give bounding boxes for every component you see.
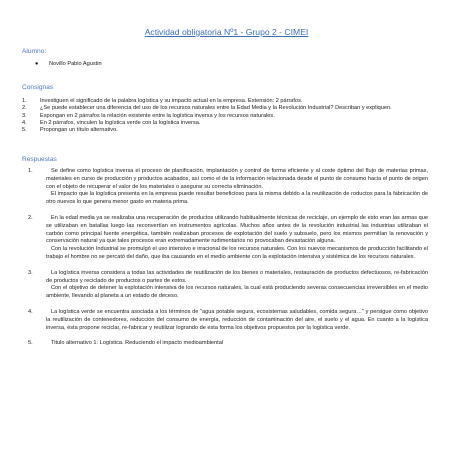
- answer-paragraph: La logística inversa considera a todas las actividades de reutilización de los bienes o materiales, restauración de productos defectuosos, re-fabricación de productos y reciclado de productos o partes de estos.: [46, 269, 428, 284]
- consigna-item: [22, 98, 432, 105]
- consignas-heading: Consignas: [22, 84, 54, 91]
- student-entry: [35, 61, 102, 67]
- item-number: 1.: [22, 98, 27, 104]
- answer-paragraph: Titulo alternativo 1: Logística. Reduciendo el impacto medioambiental: [51, 340, 224, 347]
- item-number: 2.: [28, 214, 33, 221]
- consigna-item: [22, 105, 432, 112]
- answer-paragraph: La logística verde se encuentra asociada a los términos de "agua potable segura, ecosistemas saludables, comida segura…" y persigue como objetivo la reutilización de contenedores, reducción del consumo de energía, reducción de contaminación del aire, el suelo y el agua. En cuanto a la logística inversa, ésta propone reciclar, re-fabricar y reutilizar logrando de esta forma los objetivos propuestos por la logística verde.: [46, 308, 428, 331]
- respuesta-item: [28, 215, 428, 262]
- item-text: ¿Se puede establecer una diferencia del uso de los recursos naturales entre la Edad Media y la Revolución Industrial? Describan y expliquen.: [40, 105, 392, 112]
- answer-paragraph: Con la revolución Industrial se promulgó el uso intensivo e irracional de los recursos naturales. Con los nuevos mecanismos de producción facilitando el trabajo el hombre no se percató del daño, que iba causando en el medio ambiente con la explotación intensiva y sistémica de los recursos naturales.: [46, 246, 428, 260]
- item-number: 2.: [22, 105, 27, 112]
- respuesta-item: [28, 309, 428, 332]
- item-number: 4.: [22, 119, 27, 126]
- item-number: 5.: [22, 127, 27, 134]
- respuestas-list: [28, 168, 428, 356]
- respuesta-item: [28, 270, 428, 301]
- consignas-list: [22, 98, 432, 134]
- respuestas-heading: Respuestas: [22, 156, 57, 163]
- bullet-icon: ●: [35, 61, 39, 67]
- student-name: Novillo Pablo Agustin: [49, 61, 102, 67]
- answer-paragraph: Se define como logística inversa el proceso de planificación, implantación y control de forma eficiente y al coste óptimo del flujo de materias primas, materiales en curso de producción y productos acabados, así como el de la información relacionada desde el punto de consumo hacia el punto de origen con el objeto de recuperar el valor de los materiales o asegurar su correcta eliminación.: [46, 168, 428, 190]
- item-text: Propongan un título alternativo.: [40, 127, 118, 134]
- item-text: Investiguen el significado de la palabra logística y su impacto actual en la empresa. Extensión: 2 párrafos.: [40, 98, 303, 104]
- item-number: 1.: [28, 168, 33, 174]
- item-text: Expongan en 2 párrafos la relación existente entre la logística inversa y los recursos naturales.: [40, 112, 275, 119]
- document-title: Actividad obligatoria Nº1 - Grupo 2 - CIMEI: [144, 27, 309, 37]
- item-number: 3.: [22, 112, 27, 119]
- item-number: 4.: [28, 308, 33, 315]
- answer-paragraph: El impacto que la logística presenta en la empresa puede resultar beneficioso para la misma debido a la reutilización de roductos para la fabricación de otro nuevos lo que genera menor gasto en materia prima.: [46, 191, 428, 206]
- item-number: 3.: [28, 269, 33, 276]
- respuesta-item: [28, 168, 428, 207]
- respuesta-item: [28, 340, 428, 348]
- alumno-heading: Alumno:: [22, 48, 47, 55]
- consigna-item: [22, 127, 432, 134]
- item-text: En 2 párrafos, vinculen la logística verde con la logística inversa.: [40, 119, 201, 126]
- consigna-item: [22, 113, 432, 120]
- consigna-item: [22, 120, 432, 127]
- item-number: 5.: [28, 340, 33, 347]
- answer-paragraph: Con el objetivo de detener la explotación intensiva de los recursos naturales, la cual está produciendo severas consecuencias irreversibles en el medio ambiente, llevando al planeta a un estado de deceso.: [46, 285, 428, 300]
- answer-paragraph: En la edad media ya se realizaba una recuperación de productos utilizando habitualmente técnicas de reciclaje, un ejemplo de esto eran las armas que se utilizaban en batallas luego las reconvertían en instrumentos agrícolas. Muchos años antes de la revolución industrial las industrias utilizaban el carbón como principal fuente energética, también realizaban procesos de explotación del suelo y subsuelo, pero los mismos permitían la renovación y conservación natural ya que tales procesos eran extremadamente rudimentarios no provocaban devastación alguna.: [46, 214, 428, 245]
